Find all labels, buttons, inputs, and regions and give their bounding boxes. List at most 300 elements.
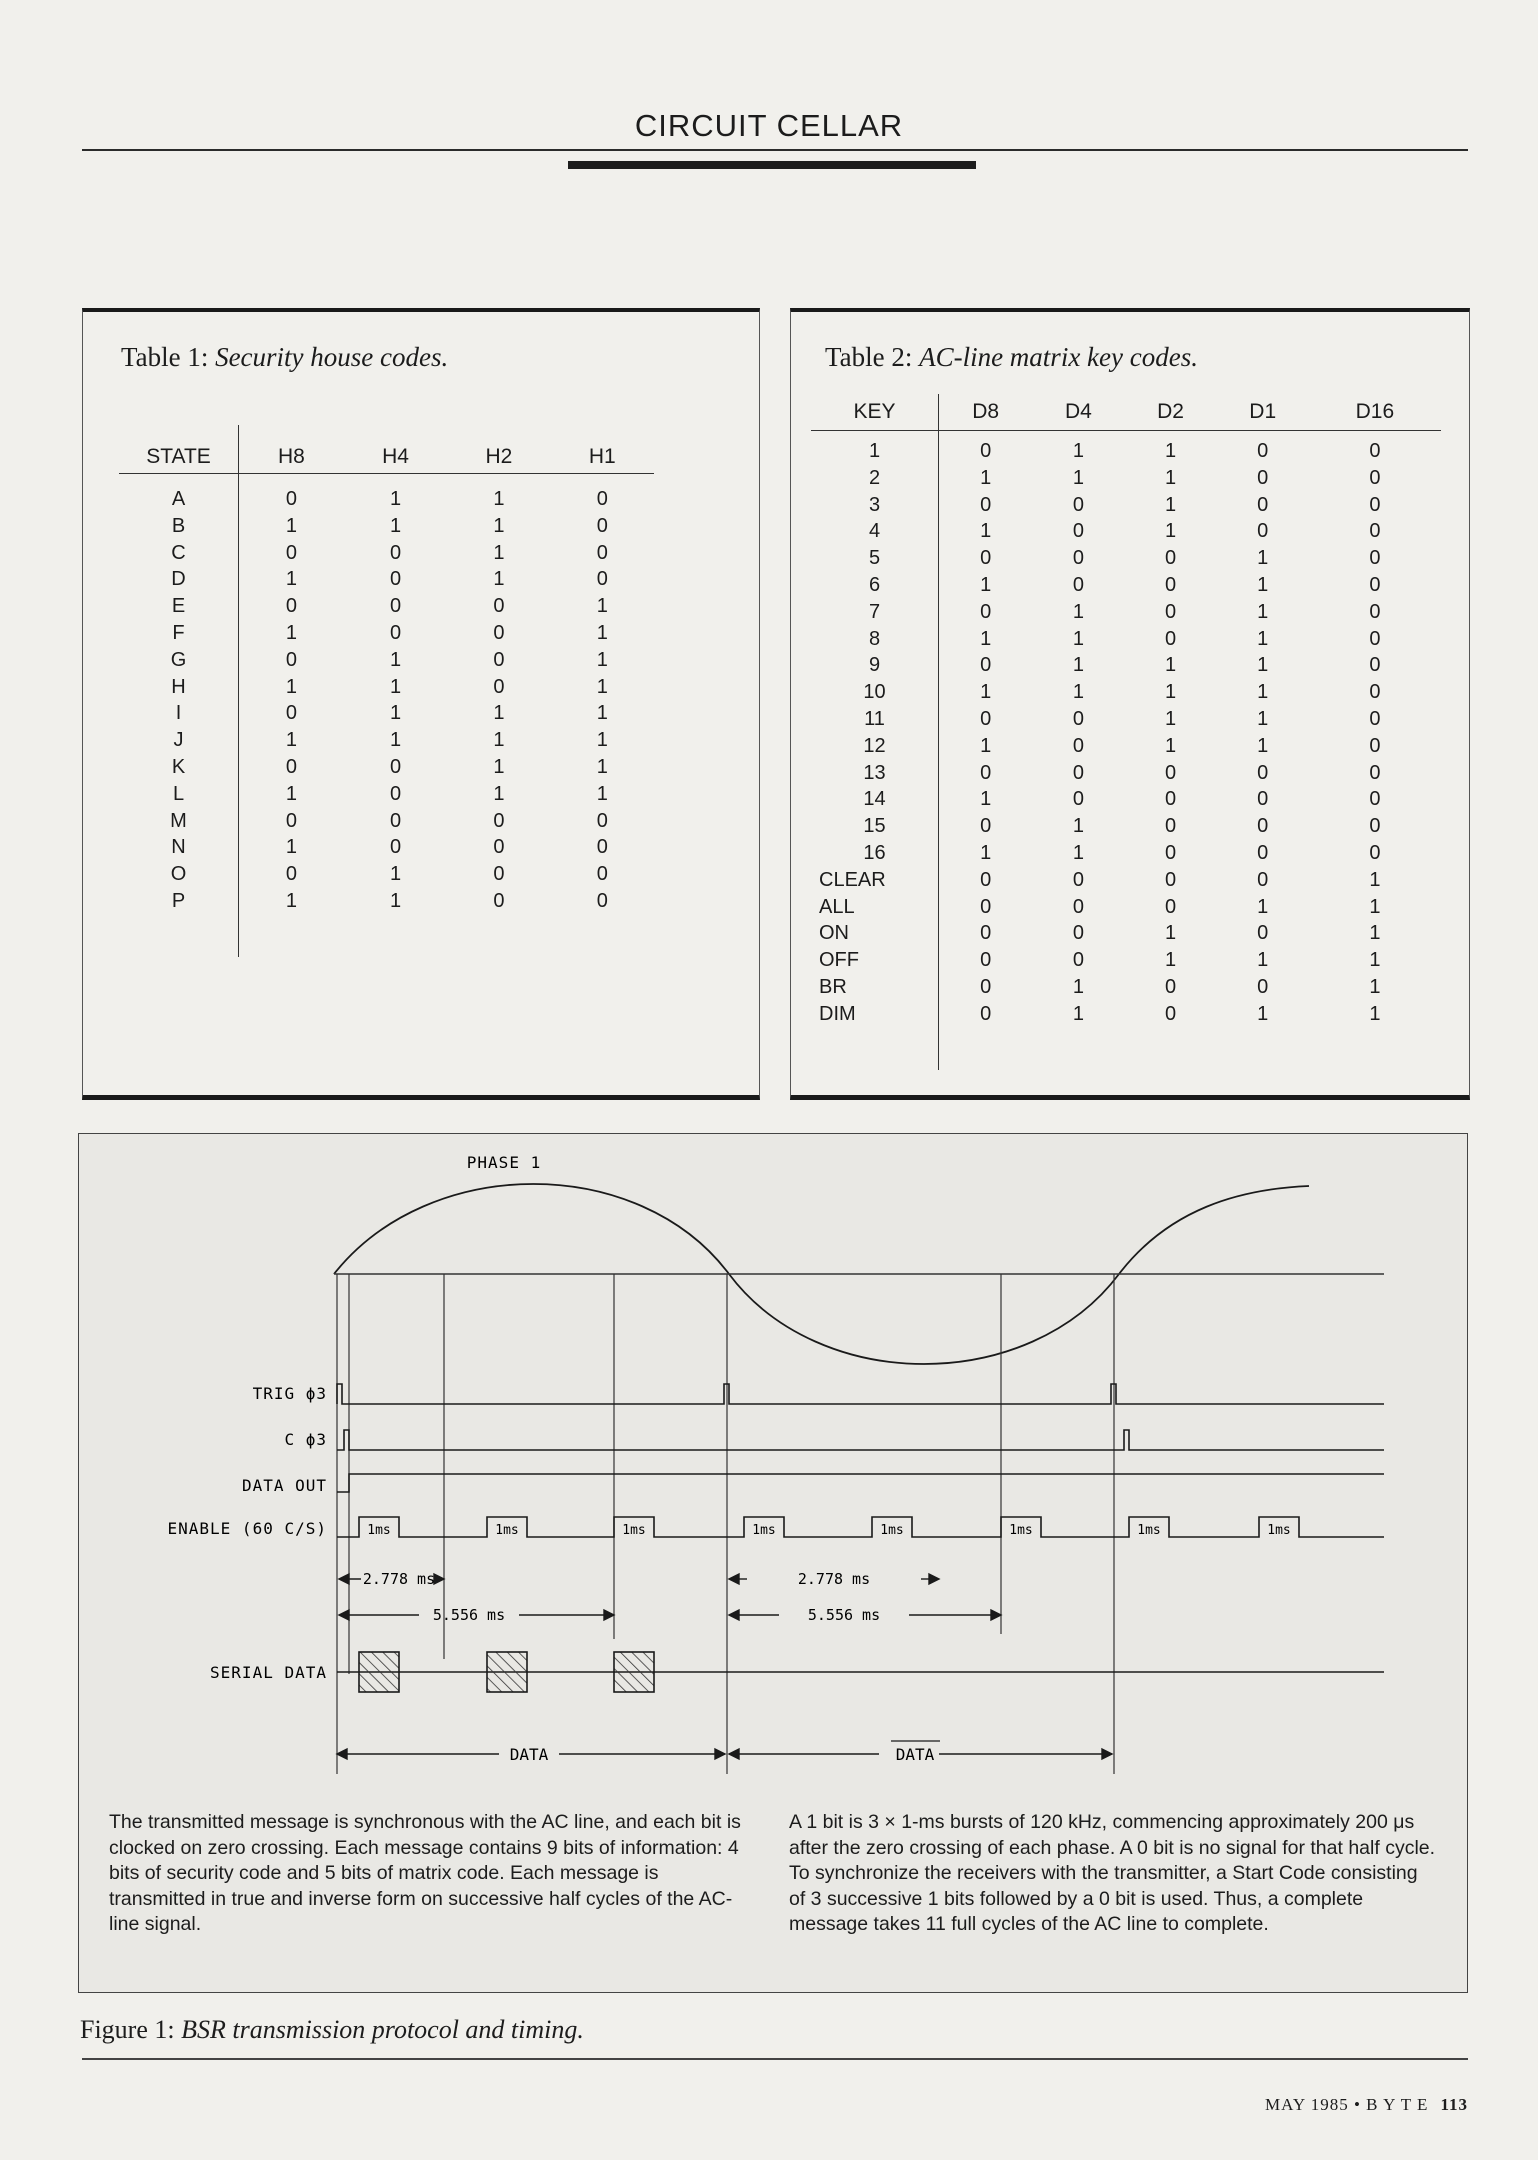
table-cell: 0: [389, 782, 402, 805]
table-cell: 0: [1072, 761, 1084, 784]
table-row: [119, 861, 654, 888]
table-cell: 0: [596, 568, 608, 591]
phase-label: PHASE 1: [466, 1153, 542, 1172]
table-padding-cell: [344, 915, 447, 957]
table-cell: 0: [285, 648, 297, 671]
pulse-label: 1ms: [622, 1523, 646, 1538]
table-cell: 0: [1257, 788, 1269, 811]
table-cell: 0: [980, 975, 992, 998]
table-row: [811, 813, 1441, 840]
table-cell: 13: [811, 760, 939, 787]
table-cell: 1: [1165, 520, 1177, 543]
table-padding-row: [811, 1028, 1441, 1070]
table-cell: 0: [285, 863, 297, 886]
table-cell: 0: [389, 595, 402, 618]
table-row: [119, 620, 654, 647]
column-header: D8: [939, 394, 1033, 431]
table-cell: 0: [1257, 761, 1269, 784]
table-cell: 1: [1165, 922, 1177, 945]
table2-grid: [811, 394, 1441, 1070]
table-cell: 0: [1369, 815, 1381, 838]
table-padding-cell: [1125, 1028, 1217, 1070]
table-cell: 1: [493, 541, 505, 564]
column-header: H8: [239, 425, 344, 474]
table-cell: 1: [389, 675, 402, 698]
table-row: [811, 840, 1441, 867]
table-cell: 1: [1257, 573, 1269, 596]
table-cell: J: [119, 727, 239, 754]
table-cell: K: [119, 754, 239, 781]
table-cell: 0: [1072, 922, 1084, 945]
dim-full-cycle-label: 5.556 ms: [807, 1606, 881, 1624]
figure-box: [78, 1133, 1468, 1993]
table-cell: 0: [1072, 734, 1084, 757]
table-cell: F: [119, 620, 239, 647]
table-padding-cell: [1309, 1028, 1441, 1070]
table-row: [811, 431, 1441, 465]
table-cell: 0: [389, 755, 402, 778]
data-out-waveform: [337, 1474, 1384, 1492]
data-inverse-label: DATA: [895, 1745, 935, 1764]
serial-burst: [359, 1652, 399, 1692]
table-cell: 0: [1072, 868, 1084, 891]
table-cell: 1: [1257, 707, 1269, 730]
table-cell: 0: [389, 809, 402, 832]
table-cell: 0: [285, 595, 297, 618]
table-cell: 0: [1369, 466, 1381, 489]
table-row: [811, 706, 1441, 733]
table-cell: 0: [1257, 520, 1269, 543]
table-cell: 0: [1165, 600, 1177, 623]
table-cell: 1: [1165, 466, 1177, 489]
table-cell: 0: [285, 488, 297, 510]
table-cell: 0: [1165, 895, 1177, 918]
table-cell: 0: [980, 440, 992, 462]
table-cell: 0: [596, 809, 608, 832]
table-cell: 0: [980, 922, 992, 945]
table-cell: BR: [811, 974, 939, 1001]
table-cell: 1: [596, 621, 608, 644]
table-cell: 0: [596, 889, 608, 912]
table-cell: P: [119, 888, 239, 915]
table-row: [811, 492, 1441, 519]
table-cell: 1: [1165, 734, 1177, 757]
table1-box: [82, 308, 760, 1100]
table-cell: 1: [1369, 975, 1381, 998]
table-cell: N: [119, 834, 239, 861]
table-cell: 0: [980, 547, 992, 570]
table-cell: G: [119, 647, 239, 674]
column-header: D1: [1217, 394, 1309, 431]
table-cell: 0: [1165, 788, 1177, 811]
table-cell: 1: [811, 431, 939, 465]
table-cell: 1: [980, 627, 992, 650]
table-padding-cell: [551, 915, 654, 957]
table-row: [119, 593, 654, 620]
table-cell: 0: [1072, 547, 1084, 570]
table-row: [119, 513, 654, 540]
table-row: [811, 652, 1441, 679]
table-cell: 14: [811, 786, 939, 813]
table-cell: 0: [389, 541, 402, 564]
column-header: H4: [344, 425, 447, 474]
table-cell: 10: [811, 679, 939, 706]
table-cell: 0: [285, 809, 297, 832]
table-cell: 0: [1165, 868, 1177, 891]
table-cell: D: [119, 566, 239, 593]
table-cell: 1: [596, 782, 608, 805]
table-cell: 0: [1369, 788, 1381, 811]
enable-pulse-labels: [367, 1523, 1290, 1538]
table-cell: 0: [1369, 600, 1381, 623]
column-header: KEY: [811, 394, 939, 431]
table-cell: 1: [285, 675, 297, 698]
bottom-rule: [82, 2058, 1468, 2060]
table-row: [811, 679, 1441, 706]
page-number: 113: [1440, 2095, 1468, 2114]
table-cell: 0: [1165, 547, 1177, 570]
table-cell: 1: [389, 488, 402, 510]
table-cell: 0: [1369, 520, 1381, 543]
figure-caption-label: Figure 1:: [80, 2015, 175, 2044]
footer-issue: MAY 1985 • B Y T E: [1264, 2095, 1429, 2114]
table-cell: 0: [980, 600, 992, 623]
table-cell: 1: [1257, 681, 1269, 704]
table-cell: 12: [811, 733, 939, 760]
table-cell: 0: [1165, 627, 1177, 650]
serial-burst: [487, 1652, 527, 1692]
table-cell: 1: [1072, 1002, 1084, 1025]
figure-description-left: The transmitted message is synchronous with the AC line, and each bit is clocked on zero crossing. Each message contains 9 bits of information: 4 bits of security code and 5 bits of matrix code. Each message is transmitted in true and inverse form on successive half cycles of the AC-line signal.: [109, 1811, 741, 1935]
table-cell: 0: [1257, 975, 1269, 998]
c-label: C ϕ3: [284, 1430, 327, 1449]
table-cell: 0: [493, 595, 505, 618]
table-cell: 1: [1072, 975, 1084, 998]
table-cell: 1: [1257, 1002, 1269, 1025]
table-cell: 0: [1369, 841, 1381, 864]
table-cell: 0: [1369, 654, 1381, 677]
table-cell: 0: [1369, 573, 1381, 596]
guide-lines: [337, 1274, 1114, 1774]
table-cell: 1: [285, 782, 297, 805]
table-cell: 1: [1165, 949, 1177, 972]
table-cell: 1: [980, 466, 992, 489]
table-row: [811, 947, 1441, 974]
enable-waveform: [337, 1517, 1384, 1537]
table-row: [811, 894, 1441, 921]
table-cell: 1: [596, 595, 608, 618]
table-cell: I: [119, 700, 239, 727]
figure-caption-title: BSR transmission protocol and timing.: [181, 2015, 584, 2044]
table-cell: 1: [1257, 654, 1269, 677]
table-cell: 1: [285, 621, 297, 644]
table-padding-row: [119, 915, 654, 957]
header-rule: [82, 149, 1468, 151]
table-row: [811, 465, 1441, 492]
table-cell: ON: [811, 920, 939, 947]
table-cell: 5: [811, 545, 939, 572]
table-padding-cell: [1217, 1028, 1309, 1070]
table-cell: E: [119, 593, 239, 620]
table-cell: 0: [493, 809, 505, 832]
table-cell: 1: [980, 841, 992, 864]
table-cell: 0: [285, 541, 297, 564]
table-cell: 1: [1165, 493, 1177, 516]
table-cell: 0: [1072, 949, 1084, 972]
table-padding-cell: [939, 1028, 1033, 1070]
pulse-label: 1ms: [880, 1523, 904, 1538]
table-cell: 1: [389, 889, 402, 912]
table-row: [811, 599, 1441, 626]
table-padding-cell: [239, 915, 344, 957]
table-row: [119, 700, 654, 727]
table-cell: 1: [980, 734, 992, 757]
table-cell: 11: [811, 706, 939, 733]
table-cell: 0: [980, 949, 992, 972]
table-row: [119, 566, 654, 593]
c-waveform: [337, 1430, 1384, 1450]
table-cell: 0: [1369, 493, 1381, 516]
table-cell: 0: [980, 868, 992, 891]
table-cell: 0: [1165, 975, 1177, 998]
table-cell: 1: [596, 755, 608, 778]
table-row: [811, 786, 1441, 813]
column-header: D16: [1309, 394, 1441, 431]
table-cell: 1: [493, 755, 505, 778]
table-cell: 0: [1369, 440, 1381, 462]
table-cell: 1: [493, 488, 505, 510]
table-cell: 0: [1369, 707, 1381, 730]
table-cell: 4: [811, 518, 939, 545]
pulse-label: 1ms: [1137, 1523, 1161, 1538]
table-cell: 15: [811, 813, 939, 840]
table-cell: 0: [980, 815, 992, 838]
table-row: [119, 474, 654, 513]
table-row: [811, 572, 1441, 599]
table-cell: 1: [1072, 815, 1084, 838]
table-cell: 1: [1072, 600, 1084, 623]
table-cell: A: [119, 474, 239, 513]
figure-caption: [80, 2015, 584, 2045]
table-cell: 1: [1165, 440, 1177, 462]
table-row: [119, 647, 654, 674]
table-cell: 0: [1369, 761, 1381, 784]
table-cell: OFF: [811, 947, 939, 974]
table-cell: 1: [285, 514, 297, 537]
table-cell: 0: [1369, 627, 1381, 650]
column-header: D2: [1125, 394, 1217, 431]
data-span-arrows: [337, 1741, 1112, 1759]
table-cell: 1: [285, 729, 297, 752]
table-cell: 1: [389, 648, 402, 671]
table-cell: 1: [1257, 895, 1269, 918]
table-cell: 1: [1369, 922, 1381, 945]
table-row: [119, 727, 654, 754]
table-row: [811, 760, 1441, 787]
table-cell: 0: [596, 488, 608, 510]
table-cell: H: [119, 674, 239, 701]
table-cell: 0: [1257, 922, 1269, 945]
table-cell: 1: [980, 520, 992, 543]
table-cell: 0: [389, 568, 402, 591]
table-cell: 8: [811, 626, 939, 653]
table-cell: 0: [980, 1002, 992, 1025]
table-cell: 0: [1369, 547, 1381, 570]
table-cell: 3: [811, 492, 939, 519]
table-cell: 0: [1072, 520, 1084, 543]
table-cell: CLEAR: [811, 867, 939, 894]
table-padding-cell: [1032, 1028, 1124, 1070]
table-row: [119, 781, 654, 808]
table-cell: 0: [285, 755, 297, 778]
dim-full-cycle-label: 5.556 ms: [432, 1606, 506, 1624]
table-cell: 0: [1257, 440, 1269, 462]
column-header: D4: [1032, 394, 1124, 431]
table-cell: M: [119, 808, 239, 835]
table-cell: 0: [285, 702, 297, 725]
table-cell: 1: [1257, 734, 1269, 757]
table-cell: 1: [980, 788, 992, 811]
table-cell: 0: [1369, 681, 1381, 704]
table-row: [811, 518, 1441, 545]
table-cell: 0: [1072, 493, 1084, 516]
table-cell: 1: [1369, 868, 1381, 891]
table-row: [119, 808, 654, 835]
table1-caption-label: Table 1:: [121, 342, 209, 372]
table-cell: 0: [389, 621, 402, 644]
table-cell: 0: [493, 675, 505, 698]
table-cell: 1: [596, 702, 608, 725]
table-cell: 0: [980, 654, 992, 677]
table-cell: 1: [389, 702, 402, 725]
table-cell: 1: [1072, 466, 1084, 489]
table-row: [119, 674, 654, 701]
table-cell: 0: [1257, 466, 1269, 489]
table-cell: 1: [285, 836, 297, 859]
table-cell: 6: [811, 572, 939, 599]
table-cell: 16: [811, 840, 939, 867]
table-cell: 1: [493, 514, 505, 537]
table-row: [119, 888, 654, 915]
table-row: [811, 733, 1441, 760]
table-cell: 0: [596, 836, 608, 859]
table-cell: 0: [980, 493, 992, 516]
table-cell: 0: [1072, 573, 1084, 596]
table-cell: 1: [1369, 1002, 1381, 1025]
pulse-label: 1ms: [367, 1523, 391, 1538]
table-row: [119, 834, 654, 861]
table-cell: 0: [980, 761, 992, 784]
table-cell: 0: [1165, 1002, 1177, 1025]
table-cell: L: [119, 781, 239, 808]
table-cell: 1: [1072, 440, 1084, 462]
data-label: DATA: [509, 1745, 549, 1764]
table2-caption: [825, 342, 1198, 373]
dim-half-cycle-label: 2.778 ms: [362, 1570, 436, 1588]
table-cell: 0: [493, 889, 505, 912]
table-cell: 1: [1257, 627, 1269, 650]
table-cell: 1: [493, 568, 505, 591]
table-cell: 1: [1072, 627, 1084, 650]
table-cell: 0: [1257, 815, 1269, 838]
table-cell: 1: [285, 889, 297, 912]
table-cell: 1: [493, 782, 505, 805]
data-out-label: DATA OUT: [241, 1476, 327, 1495]
table-row: [811, 920, 1441, 947]
table-cell: ALL: [811, 894, 939, 921]
pulse-label: 1ms: [752, 1523, 776, 1538]
serial-data-label: SERIAL DATA: [210, 1663, 327, 1682]
table-cell: 0: [1257, 868, 1269, 891]
serial-burst: [614, 1652, 654, 1692]
pulse-label: 1ms: [1267, 1523, 1291, 1538]
table-cell: 0: [1165, 841, 1177, 864]
column-header: H1: [551, 425, 654, 474]
table-cell: 0: [389, 836, 402, 859]
table-cell: O: [119, 861, 239, 888]
table2-caption-label: Table 2:: [825, 342, 913, 372]
table-cell: 0: [493, 621, 505, 644]
table-cell: 1: [493, 729, 505, 752]
table-cell: 1: [1369, 949, 1381, 972]
table-row: [119, 754, 654, 781]
table-row: [119, 540, 654, 567]
pulse-label: 1ms: [1009, 1523, 1033, 1538]
table-cell: 1: [596, 729, 608, 752]
dim-half-cycle-label: 2.778 ms: [797, 1570, 871, 1588]
table-cell: 0: [1257, 841, 1269, 864]
table-padding-cell: [811, 1028, 939, 1070]
enable-label: ENABLE (60 C/S): [167, 1519, 327, 1538]
trig-label: TRIG ϕ3: [252, 1384, 327, 1403]
table-cell: 1: [389, 729, 402, 752]
table-cell: 1: [1257, 547, 1269, 570]
table2-caption-title: AC-line matrix key codes.: [919, 342, 1198, 372]
table-cell: 1: [1072, 654, 1084, 677]
table-cell: 1: [1072, 841, 1084, 864]
table-cell: 0: [980, 895, 992, 918]
trig-waveform: [337, 1384, 1384, 1404]
table-cell: 2: [811, 465, 939, 492]
table1-caption: [121, 342, 448, 373]
table2-box: [790, 308, 1470, 1100]
table1-caption-title: Security house codes.: [215, 342, 449, 372]
table-cell: 1: [1369, 895, 1381, 918]
figure-description-right: A 1 bit is 3 × 1-ms bursts of 120 kHz, commencing approximately 200 μs after the zero crossing of each phase. A 0 bit is no signal for that half cycle. To synchronize the receivers with the transmitter, a Start Code consisting of 3 successive 1 bits followed by a 0 bit is used. Thus, a complete message takes 11 full cycles of the AC line to complete.: [789, 1811, 1436, 1935]
table-cell: 1: [980, 573, 992, 596]
table-padding-cell: [447, 915, 550, 957]
table-row: [811, 974, 1441, 1001]
table-cell: 0: [596, 863, 608, 886]
table-cell: 0: [493, 836, 505, 859]
table-cell: 1: [389, 514, 402, 537]
table-row: [811, 626, 1441, 653]
table-cell: 9: [811, 652, 939, 679]
pulse-label: 1ms: [495, 1523, 519, 1538]
header-bar: [568, 161, 976, 169]
table-cell: 0: [493, 863, 505, 886]
page-header: CIRCUIT CELLAR: [634, 108, 904, 143]
table-row: [811, 1001, 1441, 1028]
table-row: [811, 545, 1441, 572]
table-cell: 0: [1369, 734, 1381, 757]
table-cell: 0: [1072, 707, 1084, 730]
table-cell: 0: [1072, 895, 1084, 918]
table-padding-cell: [119, 915, 239, 957]
table-cell: 1: [1165, 654, 1177, 677]
column-header: H2: [447, 425, 550, 474]
table-cell: 1: [1257, 949, 1269, 972]
